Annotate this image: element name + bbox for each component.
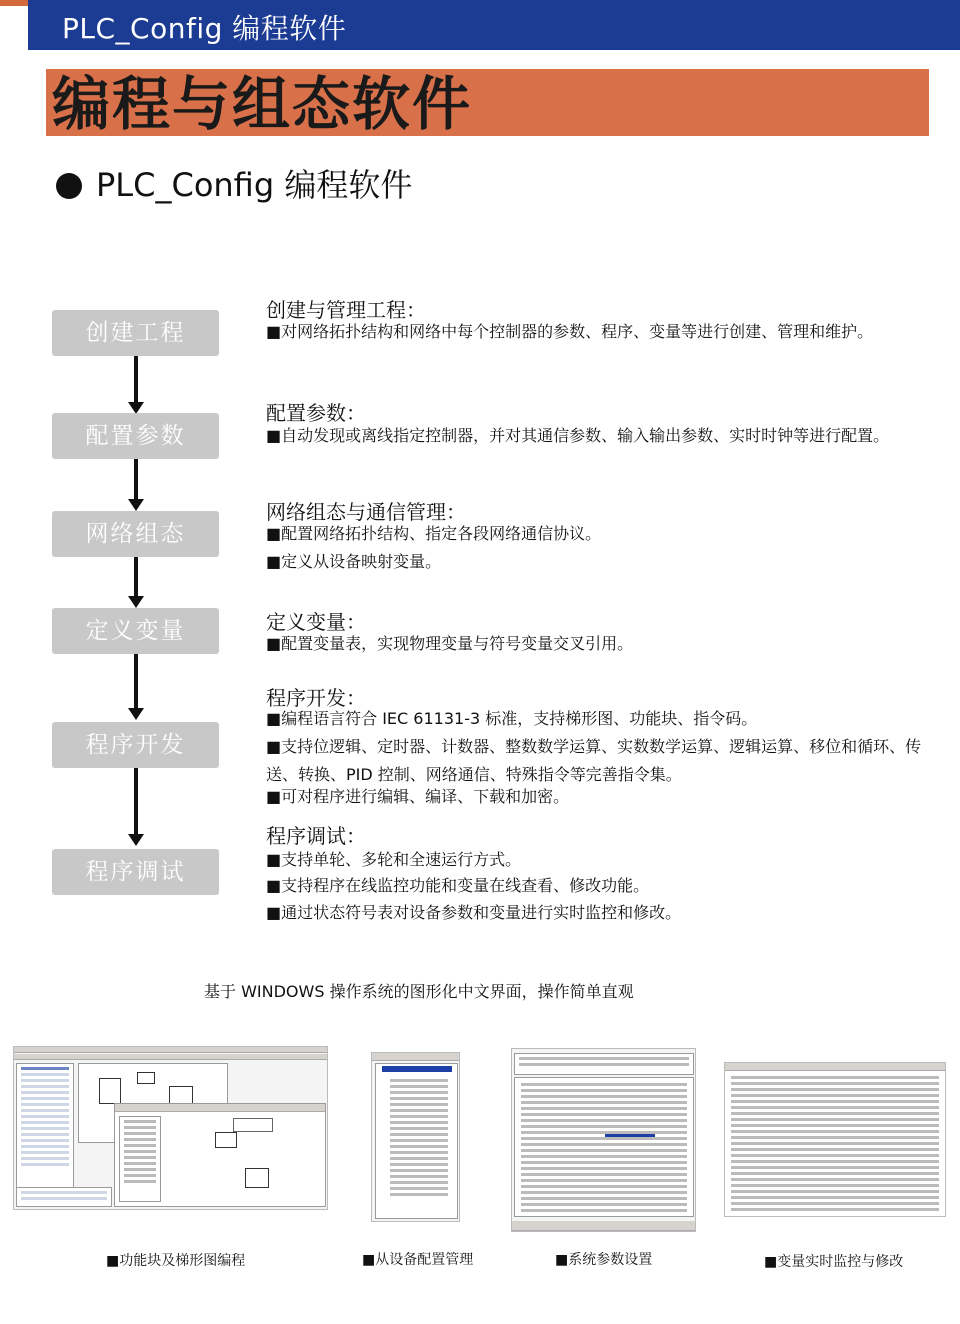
section-text: ■支持单轮、多轮和全速运行方式。 bbox=[266, 850, 522, 869]
section-banner bbox=[46, 69, 929, 136]
header-fields bbox=[514, 1053, 694, 1075]
section-text: ■通过状态符号表对设备参数和变量进行实时监控和修改。 bbox=[266, 903, 682, 922]
header-bar bbox=[28, 0, 960, 50]
section-text: ■可对程序进行编辑、编译、下载和加密。 bbox=[266, 787, 570, 806]
header-title: PLC_Config 编程软件 bbox=[62, 12, 347, 45]
section-text: ■编程语言符合 IEC 61131-3 标准，支持梯形图、功能块、指令码。 bbox=[266, 709, 758, 728]
button-bar bbox=[512, 1221, 695, 1231]
section-title: 配置参数： bbox=[266, 401, 366, 425]
section-text: ■配置网络拓扑结构、指定各段网络通信协议。 bbox=[266, 524, 602, 543]
screenshot-label: ■从设备配置管理 bbox=[362, 1252, 474, 1268]
toolbar bbox=[14, 1054, 327, 1060]
flow-step-debug: 程序调试 bbox=[52, 849, 219, 895]
variable-table bbox=[727, 1073, 943, 1214]
section-title: 创建与管理工程： bbox=[266, 298, 426, 322]
ladder-pane bbox=[114, 1103, 326, 1207]
toolbar bbox=[14, 1047, 327, 1053]
screenshot-function-block bbox=[13, 1046, 328, 1210]
flow-step-develop: 程序开发 bbox=[52, 722, 219, 768]
tree-pane bbox=[16, 1063, 74, 1203]
screenshot-slave-config bbox=[371, 1052, 460, 1222]
screenshots-caption: 基于 WINDOWS 操作系统的图形化中文界面，操作简单直观 bbox=[204, 982, 634, 1001]
flow-step-variables: 定义变量 bbox=[52, 608, 219, 654]
banner-title: 编程与组态软件 bbox=[52, 70, 473, 138]
flow-arrow-line bbox=[134, 768, 138, 836]
flow-arrow-line bbox=[134, 557, 138, 598]
title-bar bbox=[372, 1053, 459, 1061]
screenshot-variable-monitor bbox=[724, 1062, 946, 1217]
section-text: ■支持程序在线监控功能和变量在线查看、修改功能。 bbox=[266, 876, 650, 895]
section-text: ■支持位逻辑、定时器、计数器、整数数学运算、实数数学运算、逻辑运算、移位和循环、传送、转换、PID 控制、网络通信、特殊指令等完善指令集。 bbox=[266, 737, 922, 784]
section-text: ■自动发现或离线指定控制器，并对其通信参数、输入输出参数、实时时钟等进行配置。 bbox=[266, 426, 890, 445]
param-table bbox=[514, 1077, 694, 1217]
flow-arrow-line bbox=[134, 654, 138, 710]
arrow-down-icon bbox=[128, 834, 144, 846]
screenshot-label: ■功能块及梯形图编程 bbox=[106, 1253, 246, 1269]
subheading-text: PLC_Config 编程软件 bbox=[96, 166, 413, 204]
flow-step-create: 创建工程 bbox=[52, 310, 219, 356]
section-text: ■对网络拓扑结构和网络中每个控制器的参数、程序、变量等进行创建、管理和维护。 bbox=[266, 322, 874, 341]
section-title: 程序开发： bbox=[266, 686, 366, 710]
output-pane bbox=[16, 1187, 112, 1207]
corner-accent bbox=[0, 0, 28, 6]
subheading bbox=[56, 160, 412, 206]
flow-arrow-line bbox=[134, 356, 138, 404]
section-text: ■定义从设备映射变量。 bbox=[266, 552, 442, 571]
arrow-down-icon bbox=[128, 499, 144, 511]
section-text: ■配置变量表，实现物理变量与符号变量交叉引用。 bbox=[266, 634, 634, 653]
table-header bbox=[725, 1063, 945, 1071]
screenshot-label: ■系统参数设置 bbox=[555, 1252, 653, 1268]
screenshot-system-params bbox=[511, 1048, 696, 1232]
bullet-dot-icon bbox=[56, 173, 82, 199]
arrow-down-icon bbox=[128, 596, 144, 608]
section-title: 程序调试： bbox=[266, 824, 366, 848]
screenshot-label: ■变量实时监控与修改 bbox=[764, 1254, 904, 1270]
device-tree bbox=[375, 1063, 458, 1219]
flow-step-config: 配置参数 bbox=[52, 413, 219, 459]
section-title: 定义变量： bbox=[266, 610, 366, 634]
section-title: 网络组态与通信管理： bbox=[266, 500, 466, 524]
flow-step-network: 网络组态 bbox=[52, 511, 219, 557]
flow-arrow-line bbox=[134, 459, 138, 501]
arrow-down-icon bbox=[128, 708, 144, 720]
